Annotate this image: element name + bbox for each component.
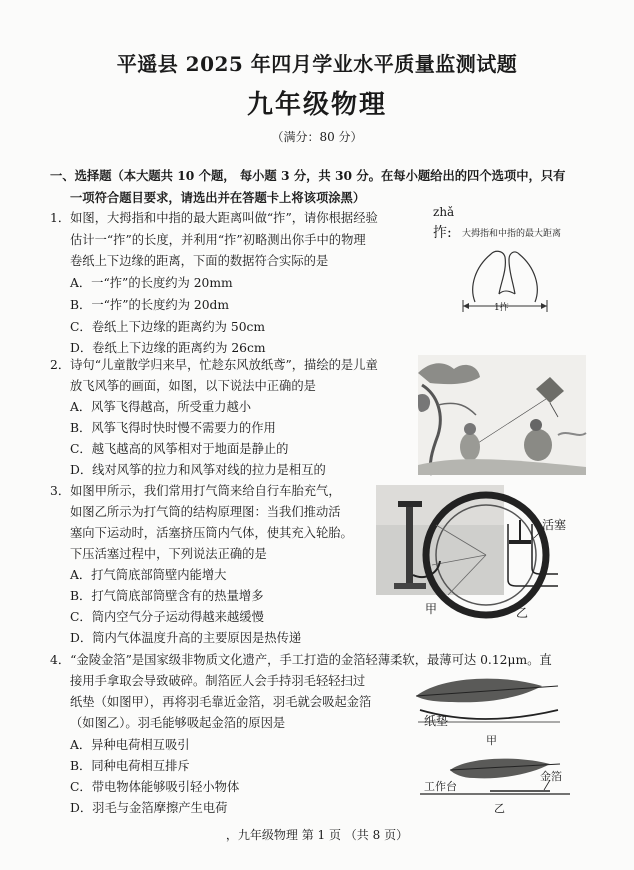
- q1-option-d: D．卷纸上下边缘的距离约为 26cm: [70, 341, 266, 355]
- q4-stem-2: 接用手拿取会导致破碎。制箔匠人会手持羽毛轻轻扫过: [70, 674, 366, 688]
- q2-stem-1: 2．诗句“儿童散学归来早，忙趁东风放纸鸢”，描绘的是儿童: [50, 358, 378, 372]
- q3-stem-3: 塞向下运动时，活塞挤压筒内气体，使其充入轮胎。: [70, 526, 353, 540]
- q2-option-d: D．线对风筝的拉力和风筝对线的拉力是相互的: [70, 463, 326, 477]
- q4-option-b: B．同种电荷相互排斥: [70, 759, 190, 773]
- q3-option-b: B．打气筒底部筒壁含有的热量增多: [70, 589, 264, 603]
- q1-pinyin: zhǎ: [433, 205, 455, 219]
- q1-option-b: B．一“拃”的长度约为 20dm: [70, 298, 230, 312]
- q3-label-jia: 甲: [425, 602, 438, 616]
- q3-stem-4: 下压活塞过程中，下列说法正确的是: [70, 547, 267, 561]
- q3-option-a: A．打气筒底部筒壁内能增大: [70, 568, 227, 582]
- q4-option-a: A．异种电荷相互吸引: [70, 738, 190, 752]
- q3-piston-label: 活塞: [542, 518, 567, 532]
- full-score: （满分：80 分）: [271, 130, 363, 144]
- q1-stem-3: 卷纸上下边缘的距离，下面的数据符合实际的是: [70, 254, 329, 268]
- q4-gold-foil-label: 金箔: [540, 770, 562, 783]
- q3-stem-2: 如图乙所示为打气筒的结构原理图：当我们推动活: [70, 505, 341, 519]
- q4-label-jia: 甲: [486, 734, 497, 747]
- q1-figure-caption: 大拇指和中指的最大距离: [462, 229, 562, 239]
- section-heading-line1: 一、选择题（本大题共 10 个题， 每小题 3 分，共 30 分。在每小题给出的四个选项中，只有: [50, 168, 566, 183]
- q2-option-b: B．风筝飞得时快时慢不需要力的作用: [70, 421, 276, 435]
- q3-stem-1: 3．如图甲所示，我们常用打气筒来给自行车胎充气，: [50, 484, 341, 498]
- section-heading-line2: 一项符合题目要求，请选出并在答题卡上将该项涂黑）: [70, 190, 366, 205]
- page-footer: ，九年级物理 第 1 页 （共 8 页）: [225, 828, 409, 842]
- q1-measure-label: 1拃: [494, 303, 509, 313]
- q1-char: 拃:: [433, 225, 452, 241]
- exam-title: 平遥县 2025 年四月学业水平质量监测试题: [116, 52, 518, 76]
- q3-option-c: C．筒内空气分子运动得越来越缓慢: [70, 610, 264, 624]
- q2-option-a: A．风筝飞得越高，所受重力越小: [70, 400, 252, 414]
- q4-option-d: D．羽毛与金箔摩擦产生电荷: [70, 801, 228, 815]
- q2-kite-painting: [418, 355, 586, 475]
- subject-title: 九年级物理: [246, 90, 387, 120]
- q1-option-a: A．一“拃”的长度约为 20mm: [70, 276, 233, 290]
- q4-label-yi: 乙: [494, 802, 505, 815]
- q2-stem-2: 放飞风筝的画面，如图，以下说法中正确的是: [70, 379, 316, 393]
- q4-paper-pad-label: 纸垫: [424, 714, 449, 728]
- q4-option-c: C．带电物体能够吸引轻小物体: [70, 780, 240, 794]
- q4-stem-4: （如图乙）。羽毛能够吸起金箔的原因是: [70, 716, 286, 730]
- q1-option-c: C．卷纸上下边缘的距离约为 50cm: [70, 320, 266, 334]
- q4-stem-3: 纸垫（如图甲），再将羽毛靠近金箔，羽毛就会吸起金箔: [70, 695, 372, 709]
- q2-option-c: C．越飞越高的风筝相对于地面是静止的: [70, 442, 289, 456]
- q3-bicycle-pump-photo: [376, 485, 504, 595]
- q1-stem-2: 估计一“拃”的长度，并利用“拃”初略测出你手中的物理: [70, 233, 366, 247]
- q1-stem-1: 1．如图，大拇指和中指的最大距离叫做“拃”，请你根据经验: [50, 211, 378, 225]
- q3-option-d: D．筒内气体温度升高的主要原因是热传递: [70, 631, 302, 645]
- q3-label-yi: 乙: [516, 606, 529, 620]
- q4-stem-1: 4．“金陵金箔”是国家级非物质文化遗产，手工打造的金箔轻薄柔软，最薄可达 0.12μm。直: [50, 653, 552, 667]
- q4-workbench-label: 工作台: [424, 780, 457, 793]
